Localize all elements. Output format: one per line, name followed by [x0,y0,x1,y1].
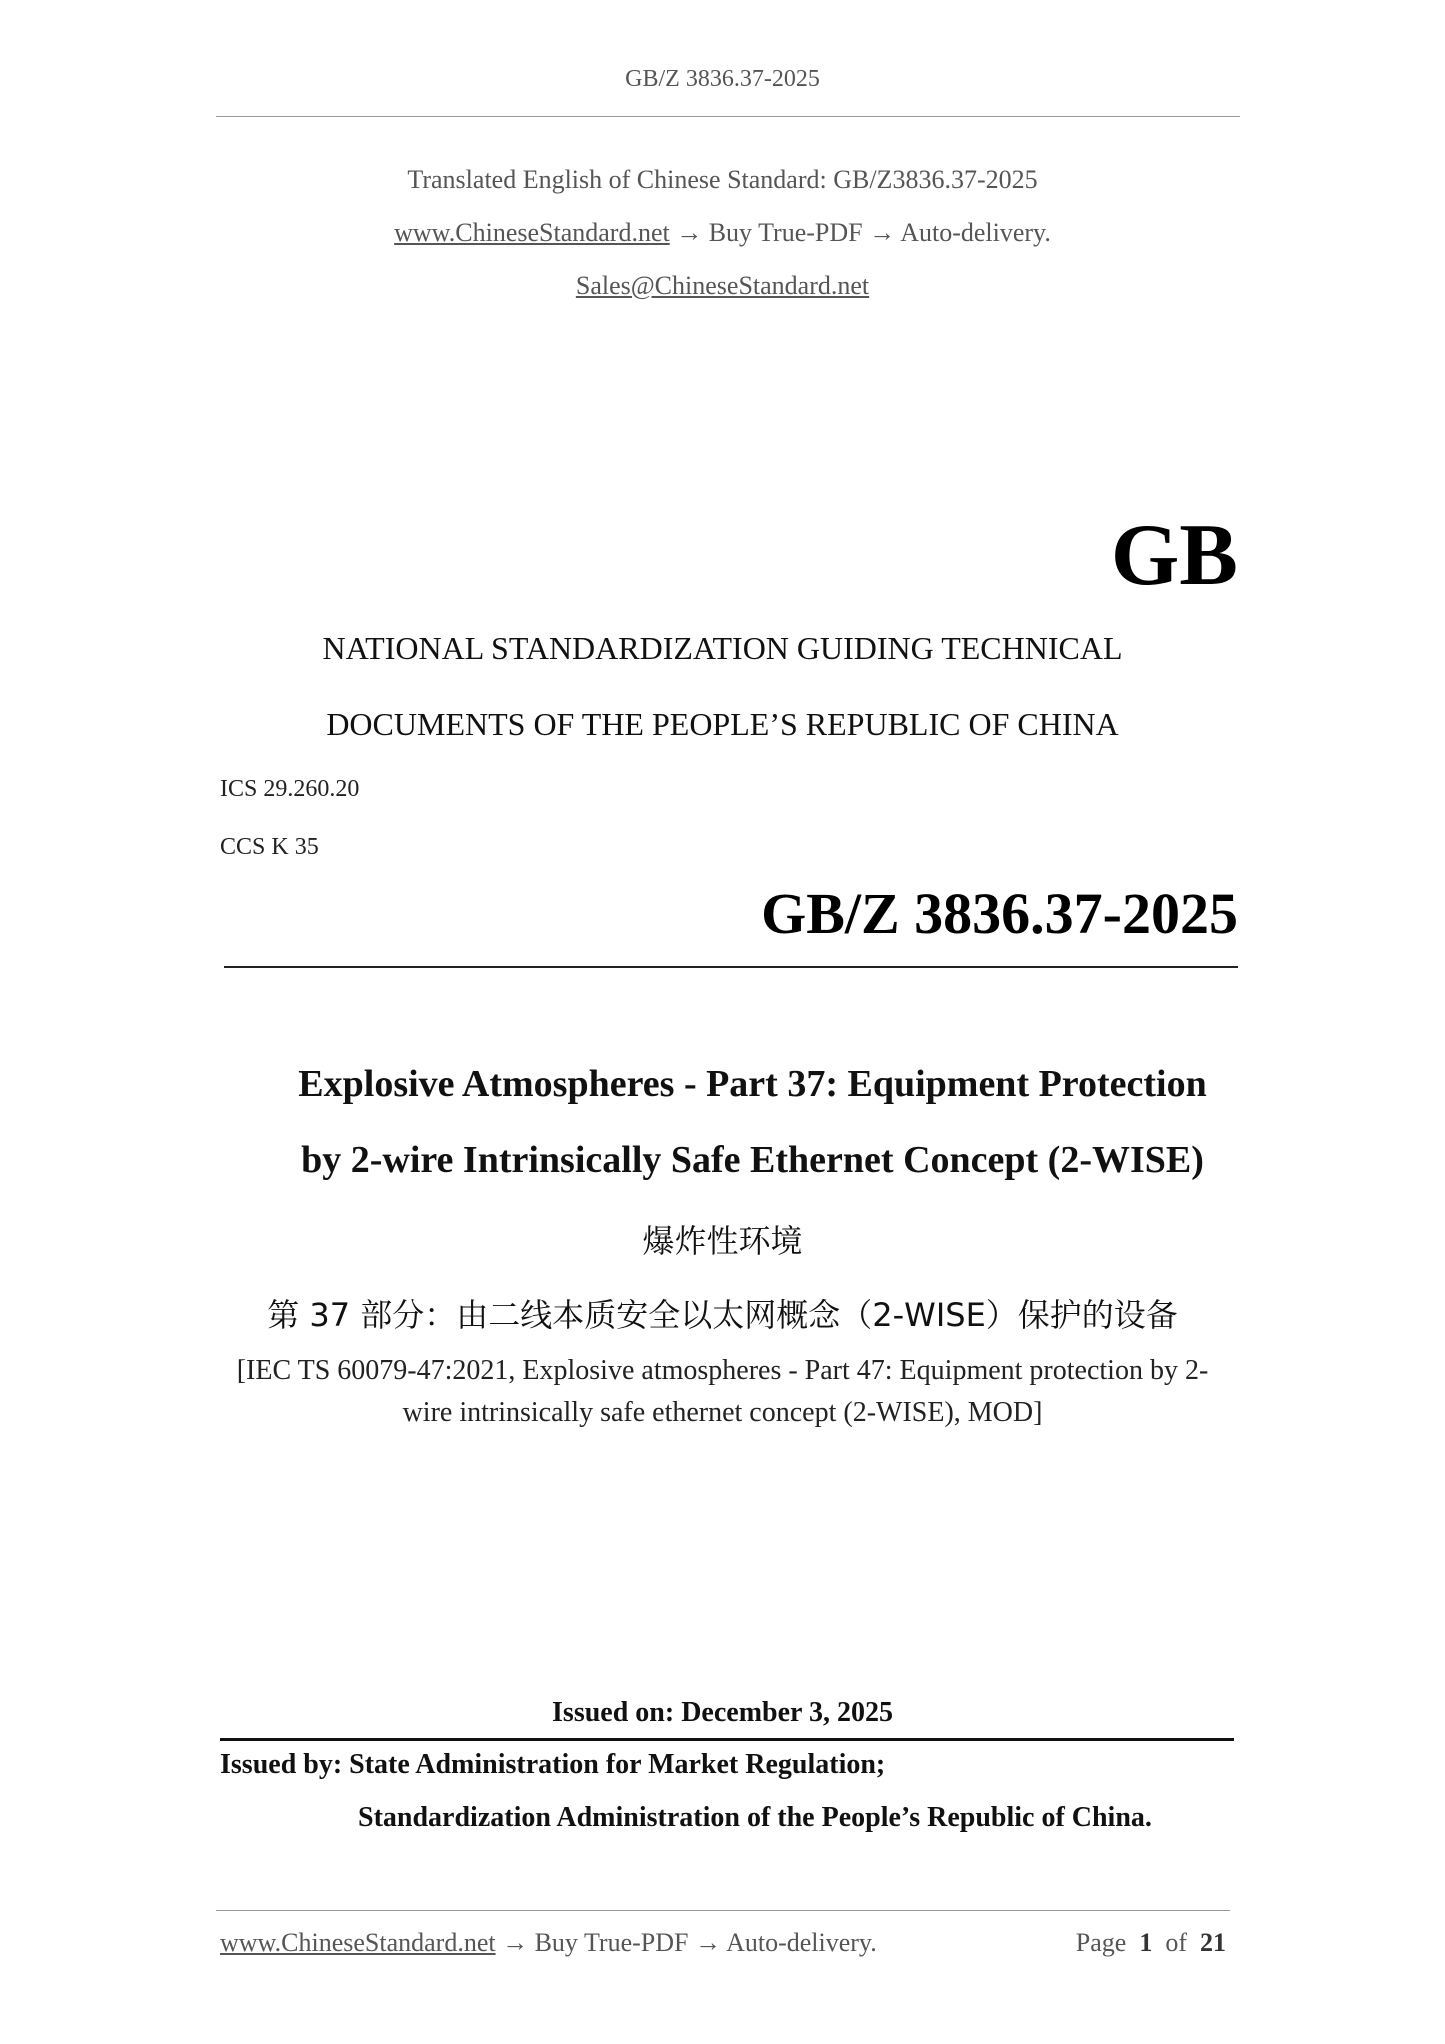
national-doc-title-line1: NATIONAL STANDARDIZATION GUIDING TECHNICAL [322,630,1123,666]
site-link[interactable]: www.ChineseStandard.net [394,218,670,247]
iec-reference: [IEC TS 60079-47:2021, Explosive atmospheres - Part 47: Equipment protection by 2-wire intrinsically safe ethernet concept (2-WISE), MOD] [236,1355,1209,1428]
ccs-code: CCS K 35 [220,834,319,860]
issued-rule [220,1738,1234,1741]
page-total: 21 [1200,1928,1226,1957]
chinese-title-line2: 第 37 部分：由二线本质安全以太网概念（2-WISE）保护的设备 [267,1296,1178,1334]
issued-by-line2: Standardization Administration of the People’s Republic of China. [358,1802,1152,1833]
page-of: of [1165,1928,1187,1957]
issued-on: Issued on: December 3, 2025 [552,1697,893,1728]
footer-rule [216,1910,1230,1911]
arrow-icon: → [869,218,896,247]
footer-promo [220,1928,877,1958]
translated-prefix: Translated English of Chinese Standard: [407,165,834,194]
sales-line [0,271,1445,301]
ics-code: ICS 29.260.20 [220,776,360,802]
chinese-title-line1: 爆炸性环境 [642,1222,803,1260]
standard-number: GB/Z 3836.37-2025 [761,881,1238,946]
english-title-line1: Explosive Atmospheres - Part 37: Equipment Protection [298,1063,1207,1105]
buy-line [0,218,1445,248]
delivery-text: Auto-delivery. [900,218,1051,247]
buy-text: Buy True-PDF [708,218,863,247]
sales-email-link[interactable]: Sales@ChineseStandard.net [575,271,870,300]
issued-by-line1: Issued by: State Administration for Market Regulation; [220,1749,886,1780]
arrow-icon: → [502,1928,529,1957]
header-rule [216,116,1240,117]
page-label: Page [1075,1928,1127,1957]
translated-code: GB/Z3836.37-2025 [833,165,1038,194]
footer-delivery-text: Auto-delivery. [726,1928,877,1957]
page-indicator [1076,1928,1226,1958]
standard-number-rule [224,966,1238,968]
page-current: 1 [1139,1928,1153,1957]
english-title-line2: by 2-wire Intrinsically Safe Ethernet Concept (2-WISE) [301,1139,1204,1181]
footer-site-link[interactable]: www.ChineseStandard.net [220,1928,496,1957]
translated-line [0,165,1445,195]
arrow-icon: → [695,1928,721,1957]
gb-mark: GB [1110,507,1238,604]
national-doc-title-line2: DOCUMENTS OF THE PEOPLE’S REPUBLIC OF CHINA [326,706,1119,742]
running-header: GB/Z 3836.37-2025 [625,66,820,92]
arrow-icon: → [676,218,703,247]
footer-buy-text: Buy True-PDF [534,1928,689,1957]
